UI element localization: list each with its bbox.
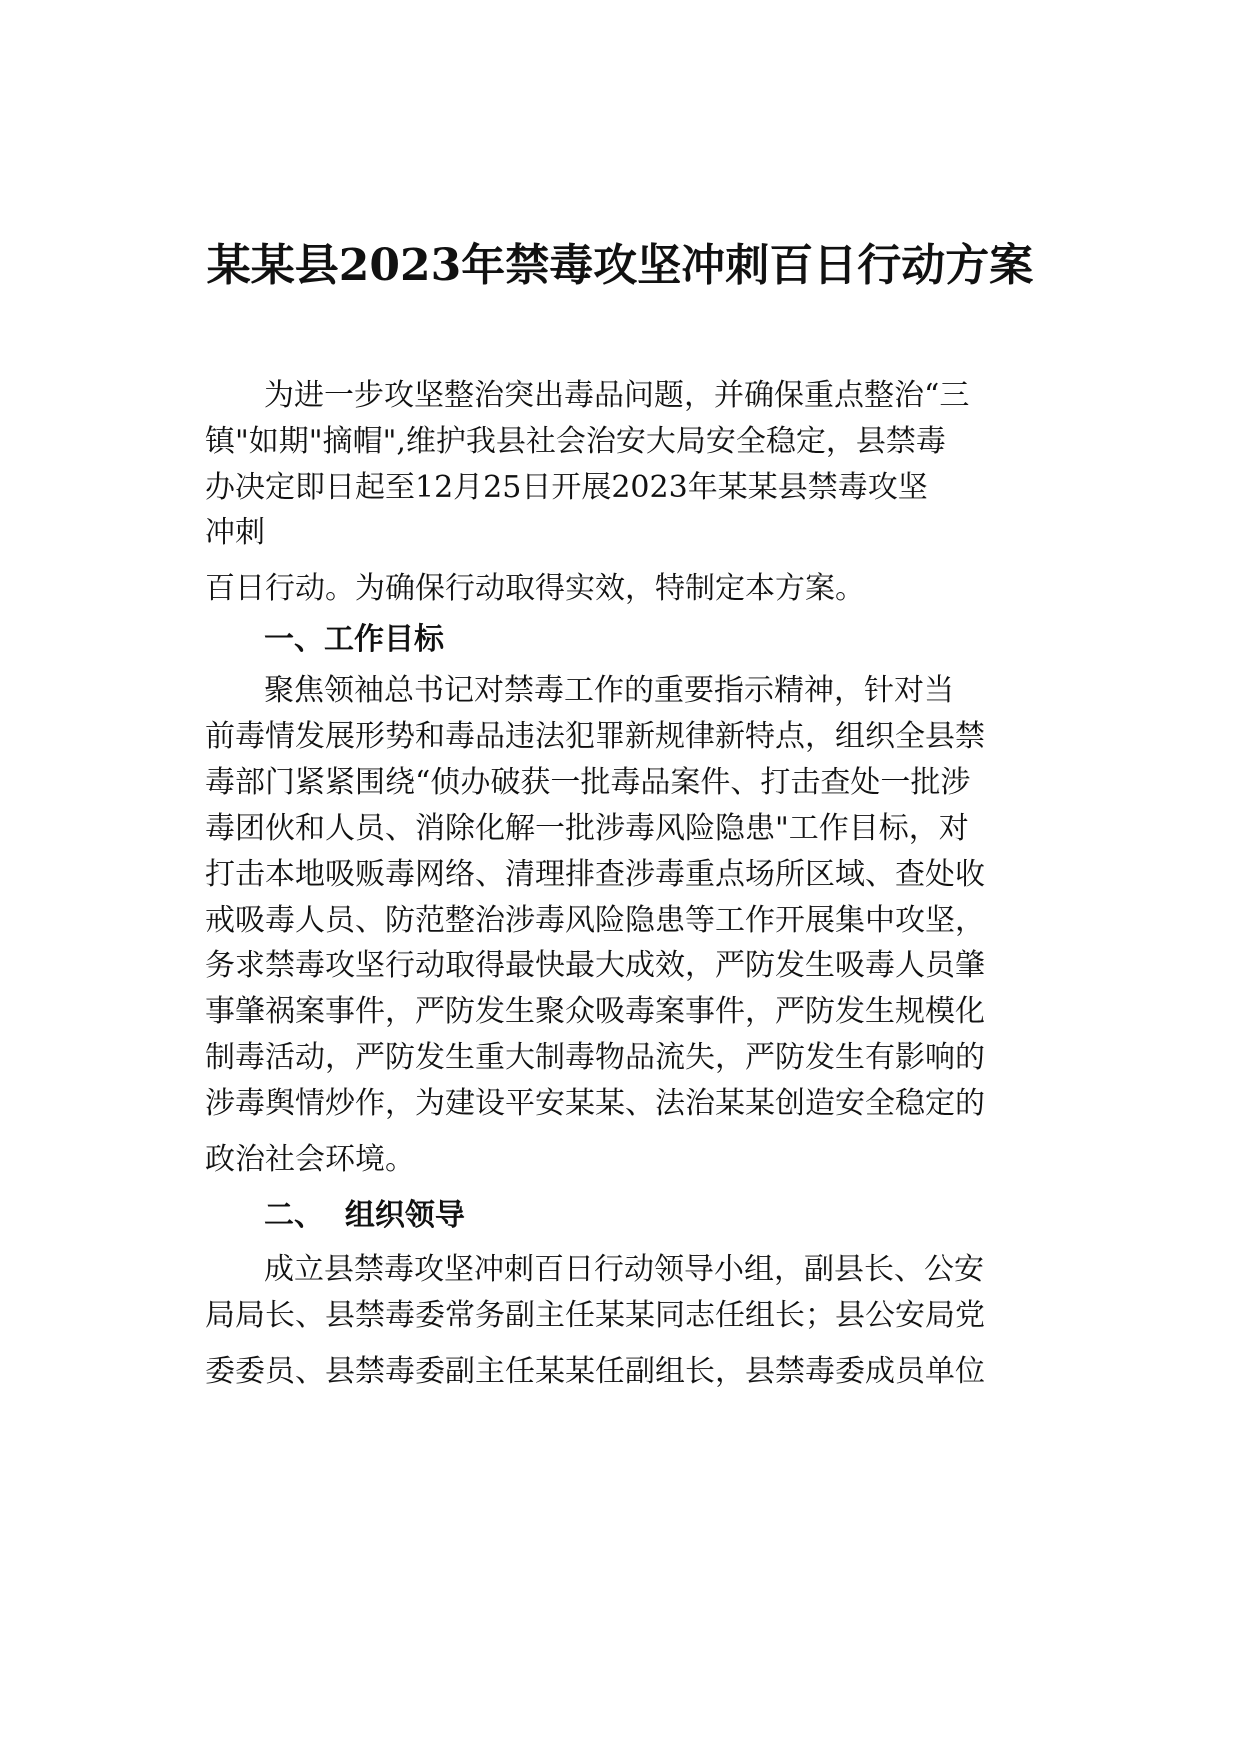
- intro-line-1: 为进一步攻坚整治突出毒品问题，并确保重点整治“三: [264, 378, 970, 413]
- section-heading-goals: 一、工作目标: [264, 622, 444, 657]
- goals-line-2: 前毒情发展形势和毒品违法犯罪新规律新特点，组织全县禁: [205, 719, 985, 754]
- goals-line-10: 涉毒舆情炒作，为建设平安某某、法治某某创造安全稳定的: [205, 1086, 985, 1121]
- goals-line-8: 事肇祸案事件，严防发生聚众吸毒案事件，严防发生规模化: [205, 994, 985, 1029]
- leadership-line-3: 委委员、县禁毒委副主任某某任副组长，县禁毒委成员单位: [205, 1354, 985, 1389]
- goals-line-11: 政治社会环境。: [205, 1142, 415, 1177]
- goals-line-7: 务求禁毒攻坚行动取得最快最大成效，严防发生吸毒人员肇: [205, 948, 985, 983]
- leadership-line-2: 局局长、县禁毒委常务副主任某某同志任组长；县公安局党: [205, 1298, 985, 1333]
- goals-line-9: 制毒活动，严防发生重大制毒物品流失，严防发生有影响的: [205, 1040, 985, 1075]
- section-heading-leadership: 二、 组织领导: [264, 1198, 465, 1233]
- leadership-line-1: 成立县禁毒攻坚冲刺百日行动领导小组，副县长、公安: [264, 1252, 984, 1287]
- goals-line-4: 毒团伙和人员、消除化解一批涉毒风险隐患"工作目标，对: [205, 811, 969, 846]
- goals-line-6: 戒吸毒人员、防范整治涉毒风险隐患等工作开展集中攻坚，: [205, 903, 985, 938]
- intro-line-5: 百日行动。为确保行动取得实效，特制定本方案。: [205, 571, 865, 606]
- goals-line-1: 聚焦领袖总书记对禁毒工作的重要指示精神，针对当: [264, 673, 954, 708]
- intro-line-3: 办决定即日起至12月25日开展2023年某某县禁毒攻坚: [205, 470, 928, 505]
- goals-line-3: 毒部门紧紧围绕“侦办破获一批毒品案件、打击查处一批涉: [205, 765, 971, 800]
- intro-line-2: 镇"如期"摘帽",维护我县社会治安大局安全稳定，县禁毒: [205, 424, 946, 459]
- goals-line-5: 打击本地吸贩毒网络、清理排查涉毒重点场所区域、查处收: [205, 857, 985, 892]
- document-title: 某某县2023年禁毒攻坚冲刺百日行动方案: [206, 240, 1034, 291]
- intro-line-4: 冲刺: [205, 515, 265, 550]
